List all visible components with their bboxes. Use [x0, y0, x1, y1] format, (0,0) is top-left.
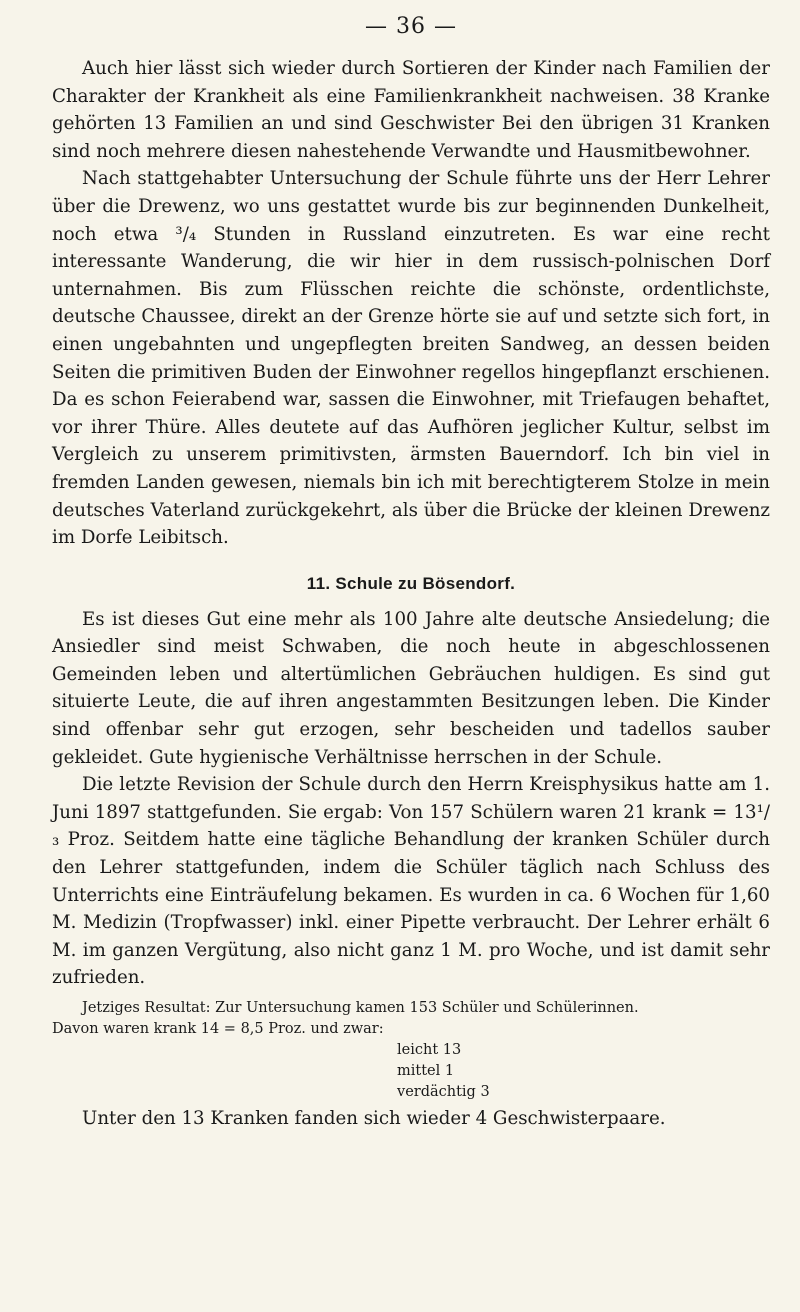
paragraph-4: Die letzte Revision der Schule durch den Herrn Kreisphysikus hatte am 1. Juni 1897 stattgefunden. Sie ergab: Von 157 Schülern waren 21 krank = 13¹/₃ Proz. Seitdem hatte eine tägliche Behandlung der kranken Schüler durch den Lehrer stattgefunden, indem die Schüler täglich nach Schluss des Unterrichts eine Einträufelung bekamen. Es wurden in ca. 6 Wochen für 1,60 M. Medizin (Tropfwasser) inkl. einer Pipette verbraucht. Der Lehrer erhält 6 M. im ganzen Vergütung, also nicht ganz 1 M. pro Woche, und ist damit sehr zufrieden. [52, 774, 770, 989]
result-line-2: Davon waren krank 14 = 8,5 Proz. und zwar: [52, 1021, 384, 1037]
page-number: — 36 — [365, 14, 457, 39]
section-heading: 11. Schule zu Bösendorf. [306, 573, 516, 593]
final-sentence: Unter den 13 Kranken fanden sich wieder 4 Geschwisterpaare. [82, 1108, 666, 1129]
paragraph-2: Nach stattgehabter Untersuchung der Schule führte uns der Herr Lehrer über die Drewenz, wo uns gestattet wurde bis zur beginnenden Dunkelheit, noch etwa ³/₄ Stunden in Russland einzutreten. Es war eine recht interessante Wanderung, die wir hier in dem russisch-polnischen Dorf unternahmen. Bis zum Flüsschen reichte die schönste, ordentlichste, deutsche Chaussee, direkt an der Grenze hörte sie auf und setzte sich fort, in einen ungebahnten und ungepflegten breiten Sandweg, an dessen beiden Seiten die primitiven Buden der Einwohner regellos hingepflanzt erschienen. Da es schon Feierabend war, sassen die Einwohner, mit Triefaugen behaftet, vor ihrer Thüre. Alles deutete auf das Aufhören jeglicher Kultur, selbst im Vergleich zu unserem primitivsten, ärmsten Bauerndorf. Ich bin viel in fremden Landen gewesen, niemals bin ich mit berechtigterem Stolze in mein deutsches Vaterland zurückgekehrt, als über die Brücke der kleinen Drewenz im Dorfe Leibitsch. [52, 168, 770, 549]
result-block [52, 998, 770, 1103]
result-line-1: Jetziges Resultat: Zur Untersuchung kamen 153 Schüler und Schülerinnen. [82, 1000, 639, 1016]
result-item-leicht: leicht 13 [397, 1042, 462, 1058]
result-item-mittel: mittel 1 [397, 1063, 455, 1079]
paragraph-1: Auch hier lässt sich wieder durch Sortieren der Kinder nach Familien der Charakter der Krankheit als eine Familienkrankheit nachweisen. 38 Kranke gehörten 13 Familien an und sind Geschwister Bei den übrigen 31 Kranken sind noch mehrere diesen nahestehende Verwandte und Hausmitbewohner. [52, 58, 770, 162]
paragraph-3: Es ist dieses Gut eine mehr als 100 Jahre alte deutsche Ansiedelung; die Ansiedler sind meist Schwaben, die noch heute in abgeschlossenen Gemeinden leben und altertümlichen Gebräuchen huldigen. Es sind gut situierte Leute, die auf ihren angestammten Besitzungen leben. Die Kinder sind offenbar sehr gut erzogen, sehr bescheiden und tadellos sauber gekleidet. Gute hygienische Verhältnisse herrschen in der Schule. [52, 608, 770, 768]
result-item-verdaechtig: verdächtig 3 [397, 1084, 490, 1100]
